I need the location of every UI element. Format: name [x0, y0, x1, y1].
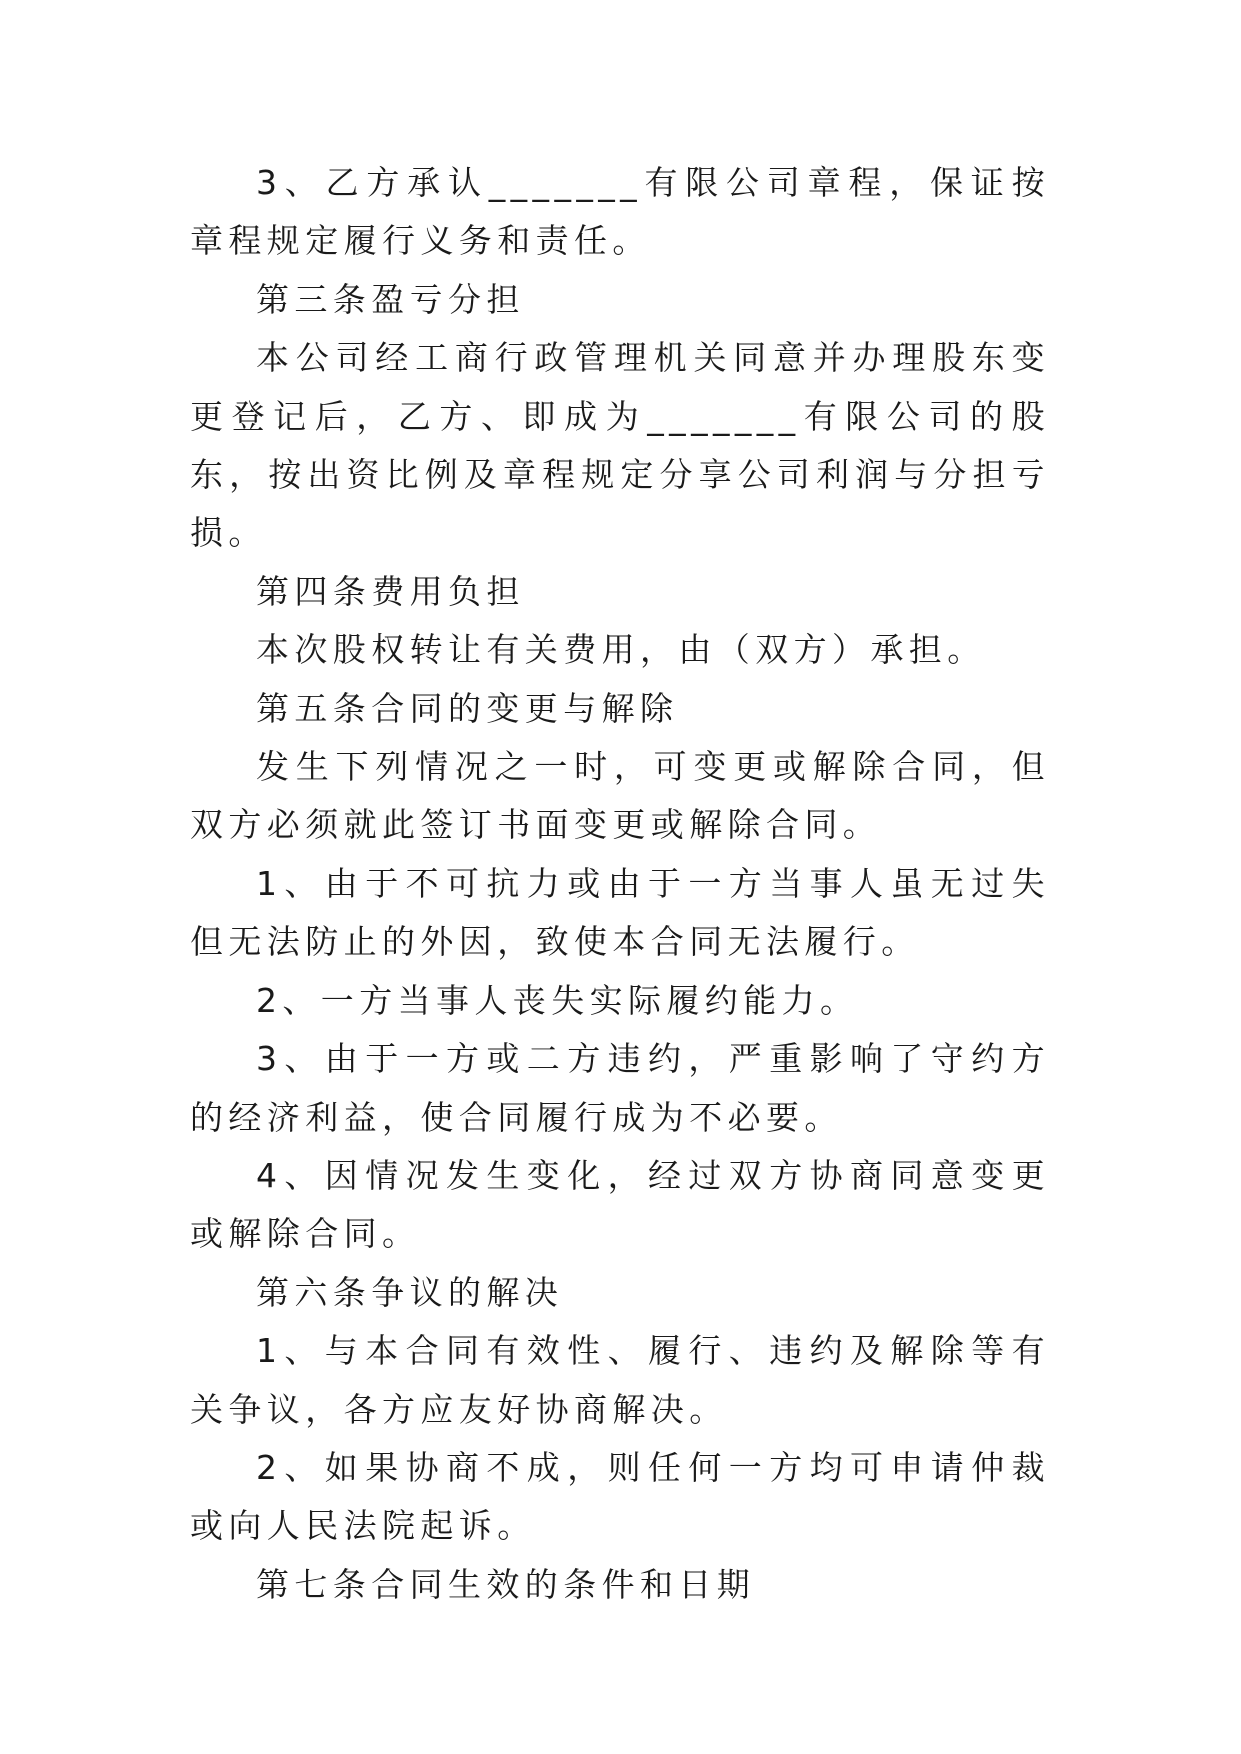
list-item: 2、一方当事人丧失实际履约能力。 — [256, 980, 859, 1020]
section-heading: 第四条费用负担 — [256, 571, 525, 611]
list-item: 4、因情况发生变化，经过双方协商同意变更或解除合同。 — [190, 1155, 1050, 1254]
paragraph: 本次股权转让有关费用，由（双方）承担。 — [256, 630, 986, 670]
list-item: 2、如果协商不成，则任何一方均可申请仲裁或向人民法院起诉。 — [190, 1447, 1050, 1546]
section-heading: 第五条合同的变更与解除 — [256, 688, 679, 728]
paragraph: 3、乙方承认_______有限公司章程，保证按章程规定履行义务和责任。 — [190, 163, 1050, 261]
list-item: 1、与本合同有效性、履行、违约及解除等有关争议，各方应友好协商解决。 — [190, 1331, 1050, 1429]
section-heading: 第七条合同生效的条件和日期 — [256, 1564, 756, 1604]
paragraph: 发生下列情况之一时，可变更或解除合同，但双方必须就此签订书面变更或解除合同。 — [190, 747, 1050, 845]
paragraph: 本公司经工商行政管理机关同意并办理股东变更登记后，乙方、即成为_______有限公司的股东，按出资比例及章程规定分享公司利润与分担亏损。 — [190, 338, 1050, 553]
list-item: 1、由于不可抗力或由于一方当事人虽无过失但无法防止的外因，致使本合同无法履行。 — [190, 863, 1050, 962]
list-item: 3、由于一方或二方违约，严重影响了守约方的经济利益，使合同履行成为不必要。 — [190, 1039, 1050, 1137]
section-heading: 第三条盈亏分担 — [256, 279, 525, 319]
document-body — [190, 154, 1050, 1614]
section-heading: 第六条争议的解决 — [256, 1272, 564, 1312]
